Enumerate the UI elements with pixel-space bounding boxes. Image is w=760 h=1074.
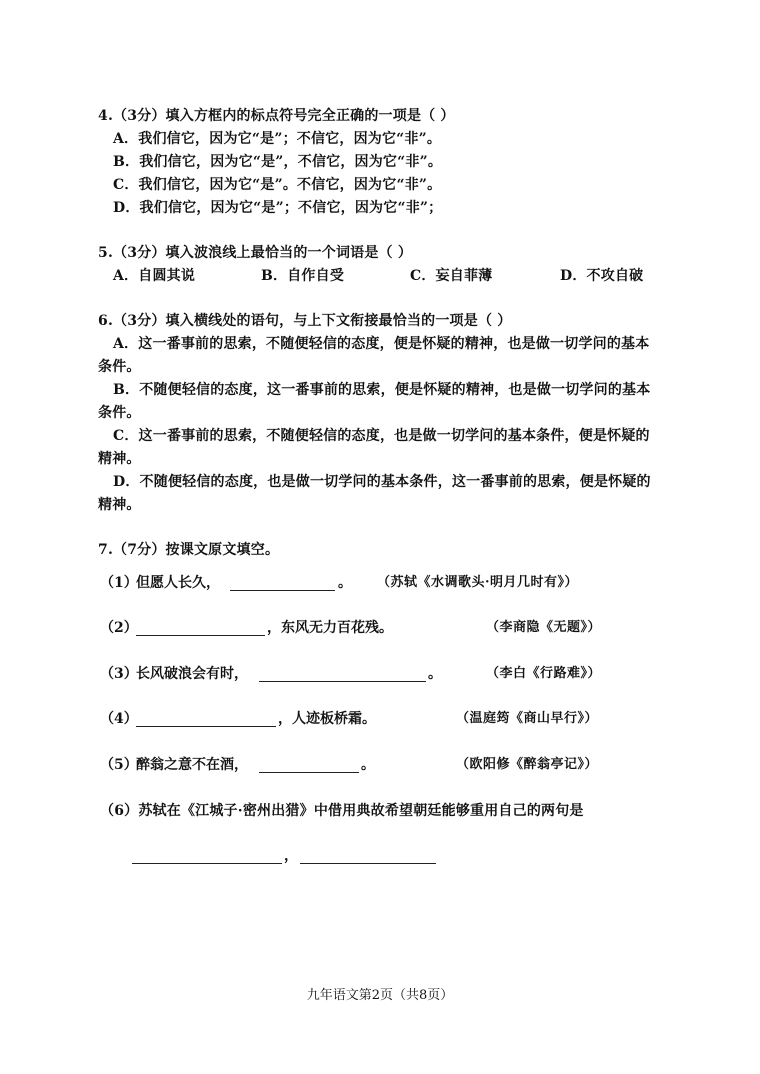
item-text-before: 但愿人长久， [136,575,220,591]
q7-item-2-source: （李商隐《无题》） [486,620,602,635]
q4-option-c: C．我们信它，因为它“是”。不信它，因为它“非”。 [113,177,442,193]
q5-option-b: B．自作自受 [261,268,345,284]
q7-item-1-source: （苏轼《水调歌头·明月几时有》） [377,575,579,590]
q7-item-4-source: （温庭筠《商山早行》） [456,711,599,726]
page-footer: 九年语文第2页（共8页） [306,988,454,1003]
q6-option-a-cont: 条件。 [98,359,141,375]
q4-option-b: B．我们信它，因为它“是”，不信它，因为它“非”。 [113,154,443,170]
item-text-after: 。 [428,666,442,682]
item-number: （4） [100,711,138,727]
q6-option-b-cont: 条件。 [98,405,141,421]
item-number: （1） [100,575,138,591]
q4-stem: 4.（3分）填入方框内的标点符号完全正确的一项是（ ） [98,108,455,124]
q4-option-d: D．我们信它，因为它“是”；不信它，因为它“非”； [113,200,443,216]
q7-item-3-source: （李白《行路难》） [486,666,602,681]
answer-comma: ， [284,848,298,864]
q5-stem: 5.（3分）填入波浪线上最恰当的一个词语是（ ） [98,245,413,261]
answer-blank[interactable] [230,576,335,591]
q6-option-c: C．这一番事前的思索，不随便轻信的态度，也是做一切学问的基本条件，便是怀疑的 [113,428,650,444]
q5-option-a: A．自圆其说 [113,268,196,284]
item-number: （2） [100,620,138,636]
answer-blank[interactable] [136,712,276,727]
q6-option-c-cont: 精神。 [98,451,141,467]
q6-option-b: B．不随便轻信的态度，这一番事前的思索，便是怀疑的精神，也是做一切学问的基本 [113,382,651,398]
q7-item-5-source: （欧阳修《醉翁亭记》） [456,757,599,772]
answer-blank[interactable] [259,667,426,682]
item-text-after: 。 [338,575,352,591]
q7-stem: 7.（7分）按课文原文填空。 [98,542,280,558]
q6-option-d: D．不随便轻信的态度，也是做一切学问的基本条件，这一番事前的思索，便是怀疑的 [113,474,651,490]
item-text-before: 长风破浪会有时， [136,666,248,682]
item-text-after: 。 [361,757,375,773]
q4-option-a: A．我们信它，因为它“是”；不信它，因为它“非”。 [113,131,442,147]
q5-option-c: C．妄自菲薄 [410,268,493,284]
answer-blank[interactable] [259,758,359,773]
q6-stem: 6.（3分）填入横线处的语句，与上下文衔接最恰当的一项是（ ） [98,313,512,329]
item-number: （5） [100,757,138,773]
item-number: （3） [100,666,138,682]
q5-option-d: D．不攻自破 [560,268,644,284]
q6-option-a: A．这一番事前的思索，不随便轻信的态度，便是怀疑的精神，也是做一切学问的基本 [113,336,650,352]
item-text-before: 醉翁之意不在酒， [136,757,248,773]
q6-option-d-cont: 精神。 [98,497,141,513]
answer-blank[interactable] [132,849,282,864]
q7-item-6: （6）苏轼在《江城子·密州出猎》中借用典故希望朝廷能够重用自己的两句是 [100,803,584,819]
answer-blank[interactable] [136,621,265,636]
item-text-after: ，东风无力百花残。 [267,620,393,636]
item-text-after: ，人迹板桥霜。 [278,711,376,727]
answer-blank[interactable] [300,849,436,864]
